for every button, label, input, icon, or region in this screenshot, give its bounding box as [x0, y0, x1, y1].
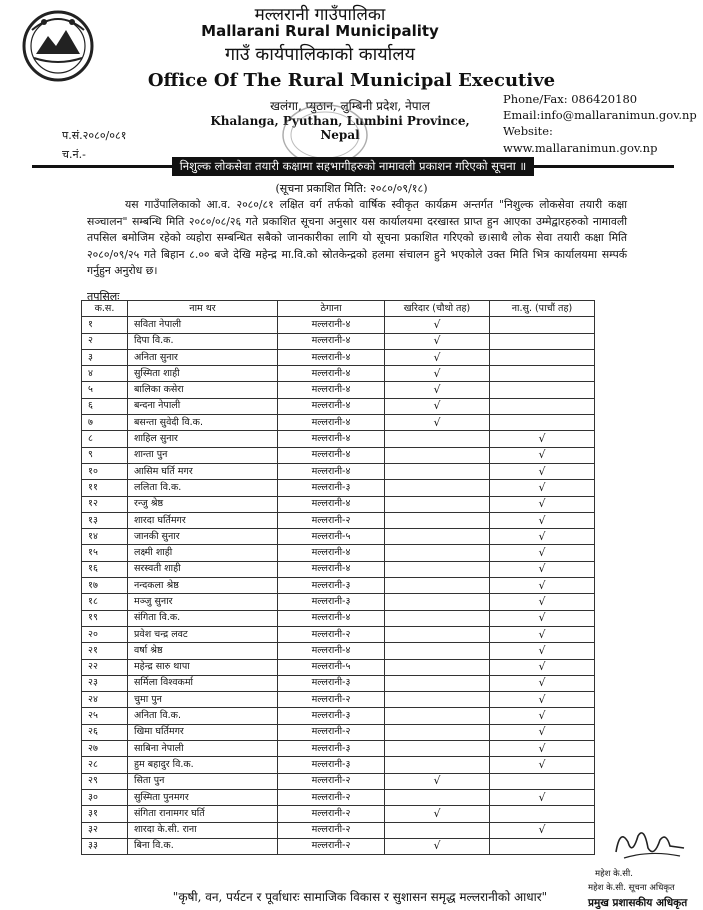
table-body	[82, 317, 595, 855]
schedule-label: तपसिलः	[87, 290, 120, 303]
participants-table	[81, 300, 595, 855]
cell-nasu	[490, 398, 595, 414]
signer-title-2: प्रमुख प्रशासकीय अधिकृत	[588, 897, 688, 909]
cell-name: मञ्जु सुनार	[128, 594, 278, 610]
cell-address: मल्लरानी-२	[278, 512, 385, 528]
cell-name: सर्मिला विश्वकर्मा	[128, 675, 278, 691]
cell-serial: ३३	[82, 838, 128, 854]
cell-name: संगिता वि.क.	[128, 610, 278, 626]
cell-serial: १९	[82, 610, 128, 626]
cell-serial: २८	[82, 757, 128, 773]
cell-name: जानकी सुनार	[128, 529, 278, 545]
cell-name: बसन्ता सुवेदी वि.क.	[128, 415, 278, 431]
cell-name: रन्जु श्रेष्ठ	[128, 496, 278, 512]
col-kharidar: खरिदार (चौथो तह)	[385, 301, 490, 317]
cell-nasu	[490, 349, 595, 365]
cell-name: लक्ष्मी शाही	[128, 545, 278, 561]
table-row	[82, 333, 595, 349]
cell-serial: २४	[82, 692, 128, 708]
publication-date: (सूचना प्रकाशित मिति: २०८०/०९/१८)	[275, 182, 428, 195]
signer-name: महेश के.सी.	[595, 869, 633, 879]
cell-address: मल्लरानी-४	[278, 382, 385, 398]
cell-address: मल्लरानी-४	[278, 398, 385, 414]
cell-serial: १५	[82, 545, 128, 561]
cell-address: मल्लरानी-३	[278, 594, 385, 610]
cell-serial: ३०	[82, 789, 128, 805]
cell-nasu: √	[490, 431, 595, 447]
cell-kharidar	[385, 741, 490, 757]
cell-address: मल्लरानी-४	[278, 366, 385, 382]
cell-serial: ३२	[82, 822, 128, 838]
cell-nasu: √	[490, 529, 595, 545]
cell-serial: २३	[82, 675, 128, 691]
cell-nasu: √	[490, 757, 595, 773]
cell-name: आसिम घर्ति मगर	[128, 463, 278, 479]
cell-kharidar: √	[385, 382, 490, 398]
cell-name: शाहिल सुनार	[128, 431, 278, 447]
cell-nasu: √	[490, 512, 595, 528]
table-row	[82, 838, 595, 854]
notice-title: निशुल्क लोकसेवा तयारी कक्षामा सहभागीहरुको नामावली प्रकाशन गरिएको सूचना ॥	[172, 157, 534, 176]
cell-serial: २	[82, 333, 128, 349]
cell-address: मल्लरानी-४	[278, 610, 385, 626]
cell-name: शारदा घर्तिमगर	[128, 512, 278, 528]
cell-name: ललिता वि.क.	[128, 480, 278, 496]
cell-address: मल्लरानी-३	[278, 757, 385, 773]
cell-name: साबिना नेपाली	[128, 741, 278, 757]
cell-serial: २९	[82, 773, 128, 789]
cell-serial: ७	[82, 415, 128, 431]
cell-kharidar	[385, 692, 490, 708]
cell-nasu	[490, 333, 595, 349]
cell-kharidar	[385, 561, 490, 577]
cell-address: मल्लरानी-२	[278, 822, 385, 838]
cell-kharidar	[385, 610, 490, 626]
table-row	[82, 512, 595, 528]
cell-serial: ११	[82, 480, 128, 496]
table-row	[82, 317, 595, 333]
cell-nasu: √	[490, 447, 595, 463]
cell-name: सुस्मिता पुनमगर	[128, 789, 278, 805]
cell-serial: १६	[82, 561, 128, 577]
cell-serial: १	[82, 317, 128, 333]
dispatch-number: च.नं.-	[62, 148, 86, 161]
cell-address: मल्लरानी-२	[278, 773, 385, 789]
cell-address: मल्लरानी-३	[278, 741, 385, 757]
cell-address: मल्लरानी-४	[278, 447, 385, 463]
cell-nasu: √	[490, 741, 595, 757]
cell-kharidar	[385, 757, 490, 773]
cell-kharidar: √	[385, 773, 490, 789]
table-row	[82, 463, 595, 479]
cell-address: मल्लरानी-२	[278, 724, 385, 740]
cell-serial: २५	[82, 708, 128, 724]
table-row	[82, 415, 595, 431]
cell-address: मल्लरानी-४	[278, 431, 385, 447]
cell-kharidar: √	[385, 806, 490, 822]
cell-name: सरस्वती शाही	[128, 561, 278, 577]
cell-address: मल्लरानी-३	[278, 708, 385, 724]
cell-nasu: √	[490, 643, 595, 659]
cell-kharidar	[385, 496, 490, 512]
cell-serial: १२	[82, 496, 128, 512]
cell-address: मल्लरानी-४	[278, 317, 385, 333]
cell-serial: ४	[82, 366, 128, 382]
municipality-name-np: मल्लरानी गाउँपालिका	[254, 5, 386, 25]
cell-name: महेन्द्र सारु थापा	[128, 659, 278, 675]
cell-name: बालिका कसेरा	[128, 382, 278, 398]
table-row	[82, 480, 595, 496]
cell-name: अनिता वि.क.	[128, 708, 278, 724]
col-name: नाम थर	[128, 301, 278, 317]
cell-address: मल्लरानी-४	[278, 333, 385, 349]
cell-serial: २०	[82, 626, 128, 642]
cell-name: बिना वि.क.	[128, 838, 278, 854]
cell-name: खिमा घर्तिमगर	[128, 724, 278, 740]
municipality-motto: "कृषी, वन, पर्यटन र पूर्वाधारः सामाजिक विकास र सुशासन समृद्ध मल्लरानीको आधार"	[172, 890, 548, 904]
table-row	[82, 382, 595, 398]
col-address: ठेगाना	[278, 301, 385, 317]
cell-kharidar	[385, 659, 490, 675]
cell-nasu: √	[490, 496, 595, 512]
cell-kharidar	[385, 578, 490, 594]
cell-kharidar	[385, 447, 490, 463]
cell-serial: १८	[82, 594, 128, 610]
cell-serial: १४	[82, 529, 128, 545]
cell-address: मल्लरानी-४	[278, 349, 385, 365]
address-np: खलंगा, प्युठान, लुम्बिनी प्रदेश, नेपाल	[270, 99, 430, 113]
cell-serial: १३	[82, 512, 128, 528]
phone-fax: Phone/Fax: 086420180	[503, 92, 638, 106]
cell-kharidar	[385, 545, 490, 561]
cell-kharidar: √	[385, 398, 490, 414]
cell-nasu	[490, 317, 595, 333]
cell-nasu: √	[490, 561, 595, 577]
cell-name: नन्दकला श्रेष्ठ	[128, 578, 278, 594]
table-header-row	[82, 301, 595, 317]
table-row	[82, 447, 595, 463]
table-row	[82, 349, 595, 365]
cell-name: अनिता सुनार	[128, 349, 278, 365]
cell-address: मल्लरानी-३	[278, 480, 385, 496]
table-row	[82, 806, 595, 822]
office-name-np: गाउँ कार्यपालिकाको कार्यालय	[225, 44, 415, 65]
cell-name: शान्ता पुन	[128, 447, 278, 463]
cell-serial: १७	[82, 578, 128, 594]
cell-nasu: √	[490, 789, 595, 805]
cell-kharidar: √	[385, 333, 490, 349]
cell-address: मल्लरानी-४	[278, 643, 385, 659]
reference-number: प.सं.२०८०/०८१	[62, 129, 127, 142]
cell-nasu: √	[490, 480, 595, 496]
cell-kharidar	[385, 594, 490, 610]
notice-banner	[32, 157, 674, 175]
cell-nasu	[490, 838, 595, 854]
cell-serial: २२	[82, 659, 128, 675]
cell-kharidar	[385, 529, 490, 545]
cell-nasu: √	[490, 594, 595, 610]
cell-name: शारदा के.सी. राना	[128, 822, 278, 838]
cell-kharidar	[385, 724, 490, 740]
cell-nasu	[490, 806, 595, 822]
table-row	[82, 822, 595, 838]
cell-kharidar: √	[385, 317, 490, 333]
cell-nasu	[490, 382, 595, 398]
notice-paragraph: यस गाउँपालिकाको आ.व. २०८०/८१ लक्षित वर्ग तर्फको वार्षिक स्वीकृत कार्यक्रम अन्तर्गत "निशुल्क लोकसेवा तयारी कक्षा सञ्चालन" सम्बन्धि मिति २०८०/०८/२६ गते प्रकाशित सूचना अनुसार यस कार्यालयमा दरखास्त प्राप्त हुन आएका उम्मेद्वारहरुको नामावली तपसिल बमोजिम रहेको व्यहोरा सम्बन्धित सबैको जानकारीका लागि यो सूचना प्रकाशित गरिएको छ।साथै लोक सेवा तयारी कक्षा मिति २०८०/०९/२५ गते बिहान ८.०० बजे देखि महेन्द्र मा.वि.को स्रोतकेन्द्रको हलमा संचालन हुने भएकोले उक्त मिति भित्र कार्यालयमा सम्पर्क गर्नुहुन अनुरोध छ।	[87, 198, 627, 277]
cell-kharidar	[385, 480, 490, 496]
website-url: www.mallaranimun.gov.np	[503, 141, 658, 155]
table-row	[82, 610, 595, 626]
cell-nasu: √	[490, 463, 595, 479]
cell-nasu: √	[490, 610, 595, 626]
cell-nasu: √	[490, 692, 595, 708]
address-en: Khalanga, Pyuthan, Lumbini Province, Nepal	[210, 114, 470, 142]
table-row	[82, 545, 595, 561]
table-row	[82, 496, 595, 512]
cell-address: मल्लरानी-२	[278, 838, 385, 854]
cell-kharidar	[385, 463, 490, 479]
website-label: Website:	[503, 124, 553, 138]
cell-name: बन्दना नेपाली	[128, 398, 278, 414]
cell-address: मल्लरानी-२	[278, 806, 385, 822]
cell-kharidar: √	[385, 349, 490, 365]
cell-name: दिपा वि.क.	[128, 333, 278, 349]
handwritten-signature	[610, 822, 690, 866]
table-row	[82, 529, 595, 545]
cell-address: मल्लरानी-३	[278, 675, 385, 691]
cell-kharidar: √	[385, 366, 490, 382]
cell-kharidar	[385, 708, 490, 724]
cell-address: मल्लरानी-२	[278, 626, 385, 642]
col-nasu: ना.सु. (पाचौं तह)	[490, 301, 595, 317]
cell-serial: ३	[82, 349, 128, 365]
cell-name: वर्षा श्रेष्ठ	[128, 643, 278, 659]
table-row	[82, 724, 595, 740]
cell-address: मल्लरानी-४	[278, 496, 385, 512]
table-row	[82, 692, 595, 708]
cell-kharidar	[385, 675, 490, 691]
cell-address: मल्लरानी-४	[278, 415, 385, 431]
cell-name: हुम बहादुर वि.क.	[128, 757, 278, 773]
cell-serial: ५	[82, 382, 128, 398]
cell-address: मल्लरानी-३	[278, 578, 385, 594]
notice-body	[87, 197, 627, 280]
cell-address: मल्लरानी-४	[278, 545, 385, 561]
cell-nasu: √	[490, 675, 595, 691]
office-name-en: Office Of The Rural Municipal Executive	[147, 70, 556, 91]
cell-kharidar	[385, 431, 490, 447]
cell-address: मल्लरानी-२	[278, 692, 385, 708]
signer-title-1: महेश के.सी. सूचना अधिकृत	[588, 883, 675, 893]
cell-name: प्रवेश चन्द्र लवट	[128, 626, 278, 642]
cell-kharidar	[385, 643, 490, 659]
table-row	[82, 578, 595, 594]
cell-serial: २६	[82, 724, 128, 740]
table-row	[82, 757, 595, 773]
cell-nasu: √	[490, 822, 595, 838]
cell-serial: १०	[82, 463, 128, 479]
cell-address: मल्लरानी-४	[278, 463, 385, 479]
cell-name: सविता नेपाली	[128, 317, 278, 333]
cell-kharidar	[385, 626, 490, 642]
cell-kharidar: √	[385, 838, 490, 854]
cell-nasu	[490, 366, 595, 382]
cell-nasu	[490, 415, 595, 431]
cell-name: सिता पुन	[128, 773, 278, 789]
cell-nasu: √	[490, 626, 595, 642]
table-row	[82, 659, 595, 675]
cell-serial: ८	[82, 431, 128, 447]
cell-kharidar	[385, 789, 490, 805]
cell-nasu	[490, 773, 595, 789]
cell-address: मल्लरानी-५	[278, 529, 385, 545]
table-row	[82, 741, 595, 757]
table-row	[82, 643, 595, 659]
cell-name: चुमा पुन	[128, 692, 278, 708]
cell-nasu: √	[490, 659, 595, 675]
cell-nasu: √	[490, 724, 595, 740]
table-row	[82, 789, 595, 805]
table-row	[82, 398, 595, 414]
cell-serial: ६	[82, 398, 128, 414]
cell-kharidar	[385, 822, 490, 838]
table-row	[82, 594, 595, 610]
municipality-name-en: Mallarani Rural Municipality	[201, 22, 439, 40]
cell-kharidar	[385, 512, 490, 528]
col-serial: क.स.	[82, 301, 128, 317]
cell-name: संगिता रानामगर घर्ति	[128, 806, 278, 822]
cell-name: सुस्मिता शाही	[128, 366, 278, 382]
cell-serial: ३१	[82, 806, 128, 822]
table-row	[82, 431, 595, 447]
cell-address: मल्लरानी-५	[278, 659, 385, 675]
table-row	[82, 561, 595, 577]
table-row	[82, 366, 595, 382]
cell-nasu: √	[490, 708, 595, 724]
table-row	[82, 675, 595, 691]
cell-address: मल्लरानी-४	[278, 561, 385, 577]
cell-serial: ९	[82, 447, 128, 463]
table-row	[82, 626, 595, 642]
cell-address: मल्लरानी-२	[278, 789, 385, 805]
table-row	[82, 773, 595, 789]
cell-nasu: √	[490, 545, 595, 561]
cell-kharidar: √	[385, 415, 490, 431]
cell-serial: २७	[82, 741, 128, 757]
table-row	[82, 708, 595, 724]
cell-nasu: √	[490, 578, 595, 594]
cell-serial: २१	[82, 643, 128, 659]
email: Email:info@mallaranimun.gov.np	[503, 108, 697, 122]
